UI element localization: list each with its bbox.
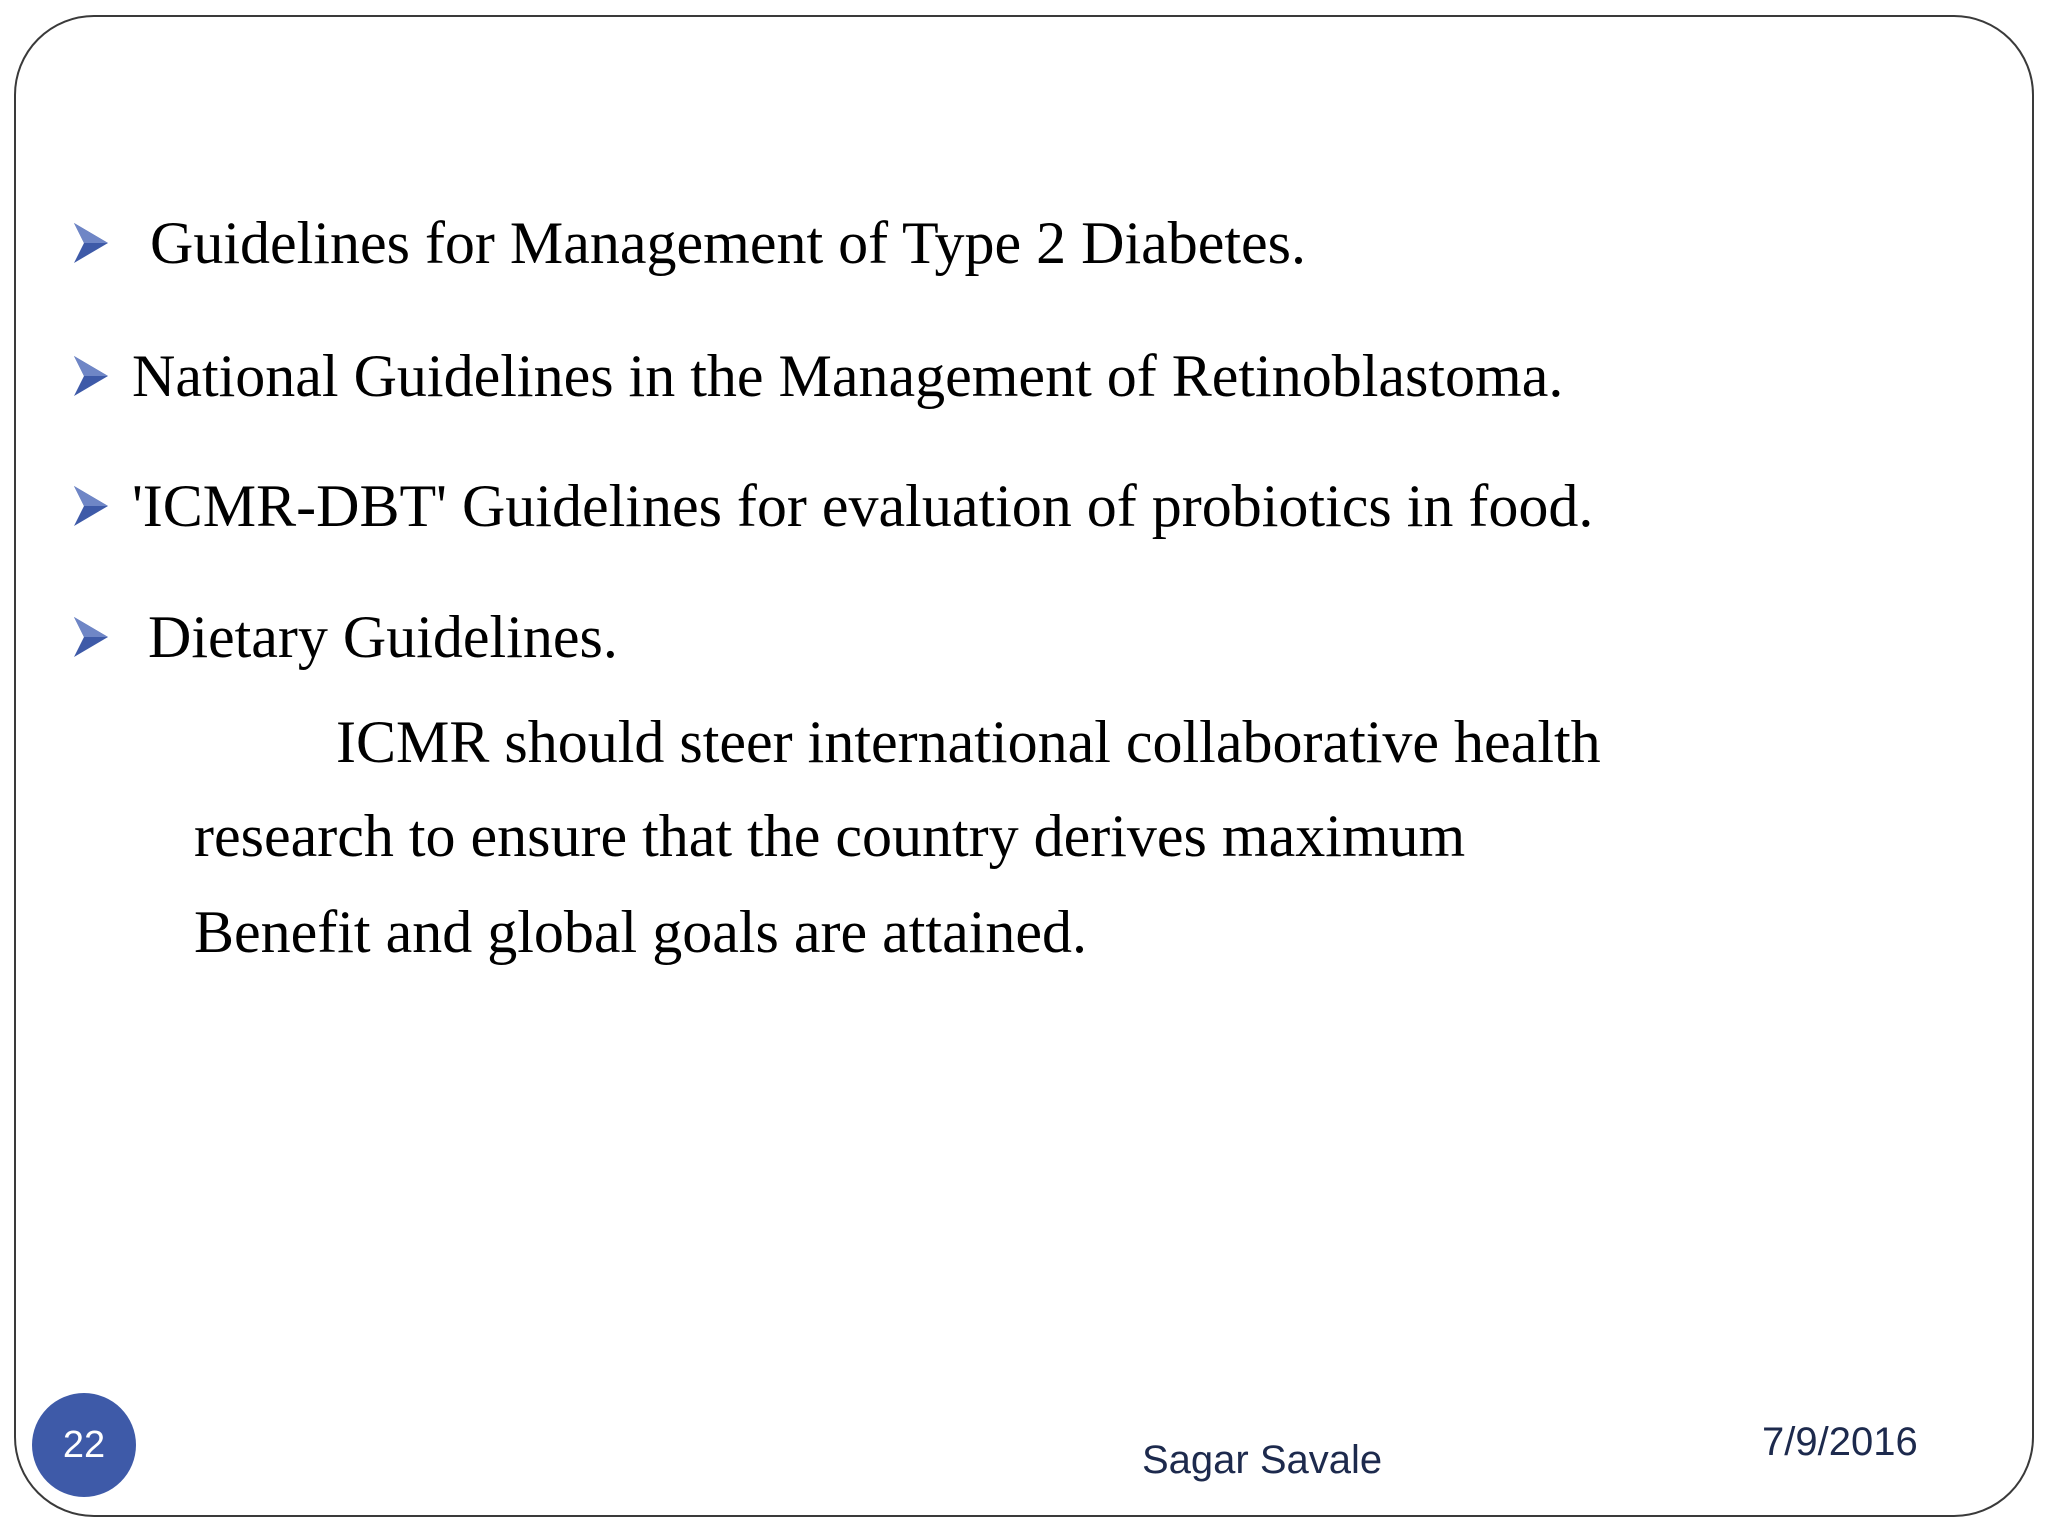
bullet-text-4: Dietary Guidelines. (148, 604, 618, 670)
arrow-bullet-icon (72, 484, 110, 528)
bullet-text-1: Guidelines for Management of Type 2 Diabetes. (150, 210, 1307, 276)
bullet-text-3: 'ICMR-DBT' Guidelines for evaluation of probiotics in food. (132, 473, 1594, 539)
bullet-item-4 (72, 597, 618, 677)
bullet-item-3 (72, 466, 1593, 546)
slide-number-badge (32, 1393, 136, 1497)
arrow-bullet-icon (72, 221, 110, 265)
paragraph-line-3: Benefit and global goals are attained. (194, 899, 1087, 965)
arrow-bullet-icon (72, 354, 110, 398)
bullet-item-1 (72, 203, 1306, 283)
paragraph-line-1: ICMR should steer international collaborative health (336, 709, 1601, 775)
arrow-bullet-icon (72, 615, 110, 659)
bullet-text-2: National Guidelines in the Management of Retinoblastoma. (132, 343, 1564, 409)
bullet-item-2 (72, 336, 1563, 416)
footer-author: Sagar Savale (1142, 1438, 1383, 1482)
paragraph-line-2: research to ensure that the country derives maximum (194, 803, 1466, 869)
slide-number: 22 (62, 1423, 106, 1466)
footer-date: 7/9/2016 (1762, 1420, 1918, 1464)
